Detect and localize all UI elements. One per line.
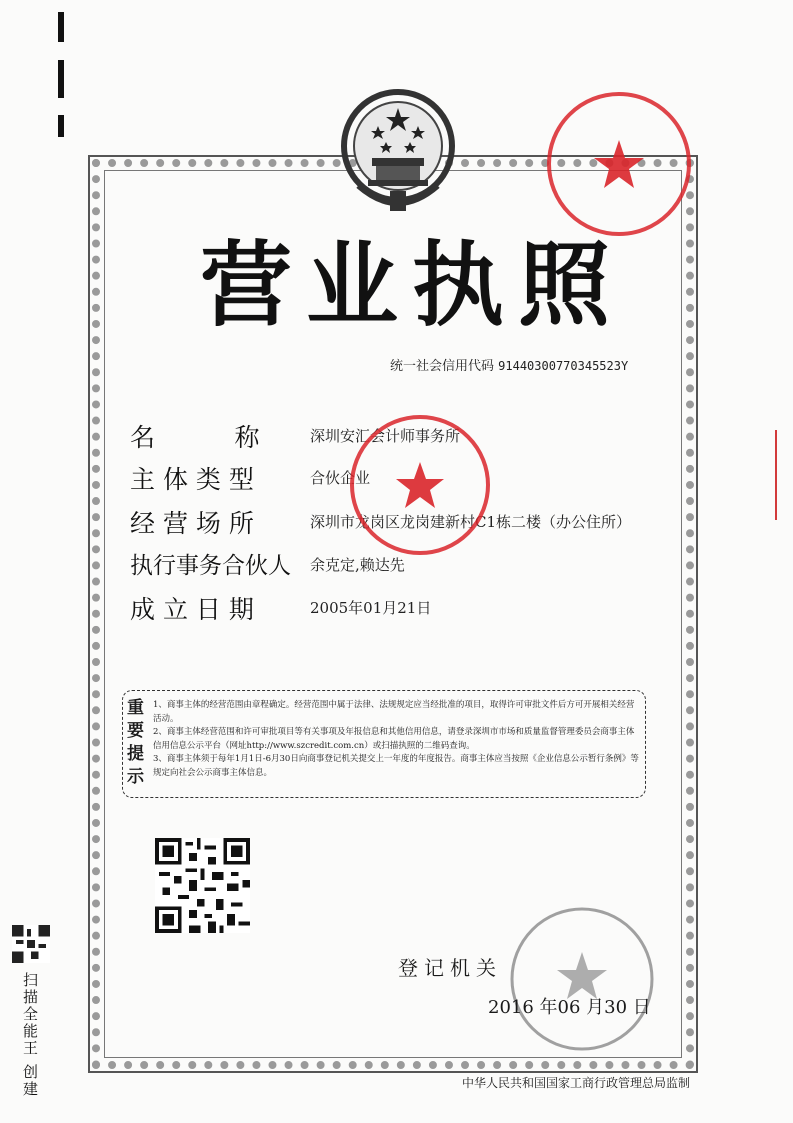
field-value: 合伙企业	[310, 469, 371, 487]
field-label: 执行事务合伙人	[130, 553, 291, 579]
field-label: 名 称	[130, 423, 260, 452]
field-row-name	[130, 418, 461, 454]
field-row-premises	[130, 504, 632, 540]
field-label: 成 立 日 期	[130, 595, 254, 624]
registration-authority: 登记机关	[398, 956, 502, 980]
field-value: 深圳市龙岗区龙岗建新村C1栋二楼（办公住所）	[310, 513, 632, 531]
supervision-footer: 中华人民共和国国家工商行政管理总局监制	[462, 1076, 691, 1090]
field-value: 余克定,赖达先	[310, 556, 405, 574]
scan-edge-mark	[58, 60, 64, 98]
national-emblem-icon	[338, 86, 458, 216]
notice-item: 1、商事主体的经营范围由章程确定。经营范围中属于法律、法规规定应当经批准的项目，取得许可审批文件后方可开展相关经营活动。	[153, 700, 635, 724]
firm-seal-icon	[345, 410, 495, 560]
field-label: 主 体 类 型	[130, 465, 254, 494]
qr-code-icon	[155, 838, 250, 933]
field-value: 深圳安汇会计师事务所	[310, 427, 461, 445]
document-title: 营业执照	[200, 231, 625, 339]
credit-code	[390, 355, 628, 374]
scan-edge-mark	[58, 12, 64, 42]
field-row-partners	[130, 547, 405, 580]
field-row-entity-type	[130, 460, 371, 496]
authority-seal-icon	[505, 902, 660, 1057]
credit-code-label: 统一社会信用代码	[390, 359, 495, 374]
notice-heading: 重要提示	[127, 698, 144, 787]
scanner-qr-icon	[12, 925, 50, 963]
important-notice	[122, 690, 646, 798]
notice-item: 3、商事主体须于每年1月1日-6月30日向商事登记机关提交上一年度的年度报告。商事主体应当按照《企业信息公示暂行条例》等规定向社会公示商事主体信息。	[153, 754, 639, 778]
field-label: 经 营 场 所	[130, 509, 254, 538]
credit-code-value: 91440300770345523Y	[498, 359, 629, 373]
notice-item: 2、商事主体经营范围和许可审批项目等有关事项及年报信息和其他信用信息，请登录深圳市市场和质量监督管理委员会商事主体信用信息公示平台（网址http://www.szcredit.com.cn）或扫描执照的二维码查询。	[153, 727, 635, 751]
notice-body	[153, 699, 639, 780]
field-row-established	[130, 590, 432, 626]
scanner-watermark: 扫描全能王 创建	[21, 972, 39, 1098]
field-value: 2005年01月21日	[310, 599, 432, 617]
issue-date: 2016 年06 月30 日	[488, 997, 651, 1018]
scan-edge-mark	[58, 115, 64, 137]
scan-edge-mark	[775, 430, 777, 520]
red-seal-icon	[543, 88, 695, 240]
